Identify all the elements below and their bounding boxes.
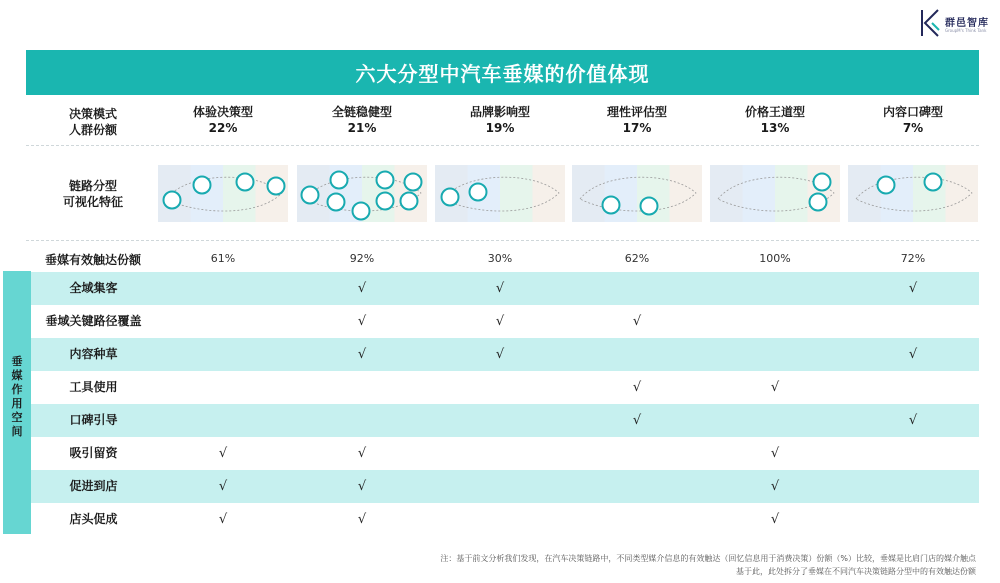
touchpoint-circle [470,184,487,201]
side-label-char: 用 [11,397,23,410]
check-mark: √ [357,347,367,362]
column-name: 理性评估型 [606,105,667,119]
stage-band [500,165,533,222]
path-visual [435,165,565,222]
touchpoint-circle [328,194,345,211]
side-label [3,355,31,439]
touchpoint-circle [814,174,831,191]
path-visual [158,165,288,222]
stage-band [533,165,566,222]
viz-row-label-line1: 链路分型 [68,179,117,193]
reach-value: 61% [210,252,236,265]
column-share: 17% [622,121,652,135]
reach-value: 30% [487,252,513,265]
touchpoint-circle [268,178,285,195]
check-mark: √ [908,413,918,428]
divider [26,240,979,241]
check-mark: √ [218,512,228,527]
touchpoint-circle [302,187,319,204]
check-mark: √ [495,347,505,362]
check-mark: √ [632,380,642,395]
stage-band [848,165,881,222]
reach-value: 100% [759,252,791,265]
touchpoint-circle [353,203,370,220]
header-row-label-line2: 人群份额 [68,123,117,137]
footnote-line1: 注：基于前文分析我们发现，在汽车决策链路中，不同类型媒介信息的有效触达（回忆信息用于消费决策）份额（%）比较，垂媒是比肩门店的媒介触点 [440,554,976,563]
reach-row-label: 垂媒有效触达份额 [44,253,141,267]
function-label: 垂域关键路径覆盖 [45,314,142,328]
column-name: 品牌影响型 [469,105,530,119]
function-label: 全域集客 [69,281,118,295]
function-row [31,305,979,338]
function-row [31,437,979,470]
logo-name: 群邑智库 [945,18,989,29]
touchpoint-circle [442,189,459,206]
column-header [572,104,702,136]
function-row [31,371,979,404]
column-name: 全链稳健型 [331,105,392,119]
column-header [710,104,840,136]
touchpoint-circle [377,193,394,210]
stage-band [743,165,776,222]
function-label: 店头促成 [69,512,118,526]
touchpoint-circle [925,174,942,191]
function-row [31,338,979,371]
stage-band [775,165,808,222]
stage-band [710,165,743,222]
check-mark: √ [218,479,228,494]
check-mark: √ [357,314,367,329]
check-mark: √ [357,446,367,461]
touchpoint-circle [377,172,394,189]
stage-band [223,165,256,222]
column-header [297,104,427,136]
touchpoint-circle [194,177,211,194]
column-header [158,104,288,136]
header-row-label [26,106,160,138]
side-label-char: 垂 [11,355,23,368]
check-mark: √ [495,281,505,296]
touchpoint-circle [603,197,620,214]
function-row [31,404,979,437]
column-share: 22% [208,121,238,135]
function-label: 吸引留资 [69,446,118,460]
viz-row-label-line2: 可视化特征 [62,195,123,209]
touchpoint-circle [331,172,348,189]
path-visual [572,165,702,222]
path-visual [848,165,978,222]
side-label-char: 作 [11,383,23,396]
check-mark: √ [770,512,780,527]
function-row [31,503,979,536]
check-mark: √ [218,446,228,461]
footnote-line2: 基于此，此处拆分了垂媒在不同汽车决策链路分型中的有效触达份额 [736,567,976,576]
touchpoint-circle [641,198,658,215]
column-share: 19% [485,121,515,135]
side-label-char: 媒 [11,369,23,382]
check-mark: √ [495,314,505,329]
touchpoint-circle [401,193,418,210]
function-label: 口碑引导 [69,413,118,427]
touchpoint-circle [164,192,181,209]
viz-row-label [26,178,160,210]
path-visual [710,165,840,222]
column-name: 内容口碑型 [882,105,943,119]
stage-band [572,165,605,222]
column-name: 体验决策型 [192,105,253,119]
side-label-char: 空 [11,411,23,424]
check-mark: √ [770,446,780,461]
side-label-char: 间 [11,425,23,438]
header-row-label-line1: 决策模式 [68,107,117,121]
column-header [848,104,978,136]
function-label: 促进到店 [69,479,118,493]
stage-band [670,165,703,222]
k-logo-icon [919,8,941,38]
reach-value: 72% [900,252,926,265]
touchpoint-circle [878,177,895,194]
column-name: 价格王道型 [744,105,805,119]
touchpoint-circle [810,194,827,211]
check-mark: √ [357,512,367,527]
function-row [31,272,979,305]
column-share: 21% [347,121,377,135]
path-visual [297,165,427,222]
reach-value: 92% [349,252,375,265]
function-label: 工具使用 [69,380,118,394]
check-mark: √ [357,479,367,494]
touchpoint-circle [237,174,254,191]
brand-logo [919,6,995,42]
check-mark: √ [770,380,780,395]
logo-subtitle: GroupM's Think Tank [945,28,987,33]
stage-band [191,165,224,222]
column-header [435,104,565,136]
check-mark: √ [908,347,918,362]
column-share: 7% [902,121,924,135]
stage-band [946,165,979,222]
column-share: 13% [760,121,790,135]
reach-value: 62% [624,252,650,265]
check-mark: √ [770,479,780,494]
touchpoint-circle [405,174,422,191]
check-mark: √ [632,413,642,428]
check-mark: √ [357,281,367,296]
function-row [31,470,979,503]
function-label: 内容种草 [69,347,118,361]
check-mark: √ [632,314,642,329]
page-title: 六大分型中汽车垂媒的价值体现 [26,50,979,95]
divider [26,145,979,146]
check-mark: √ [908,281,918,296]
